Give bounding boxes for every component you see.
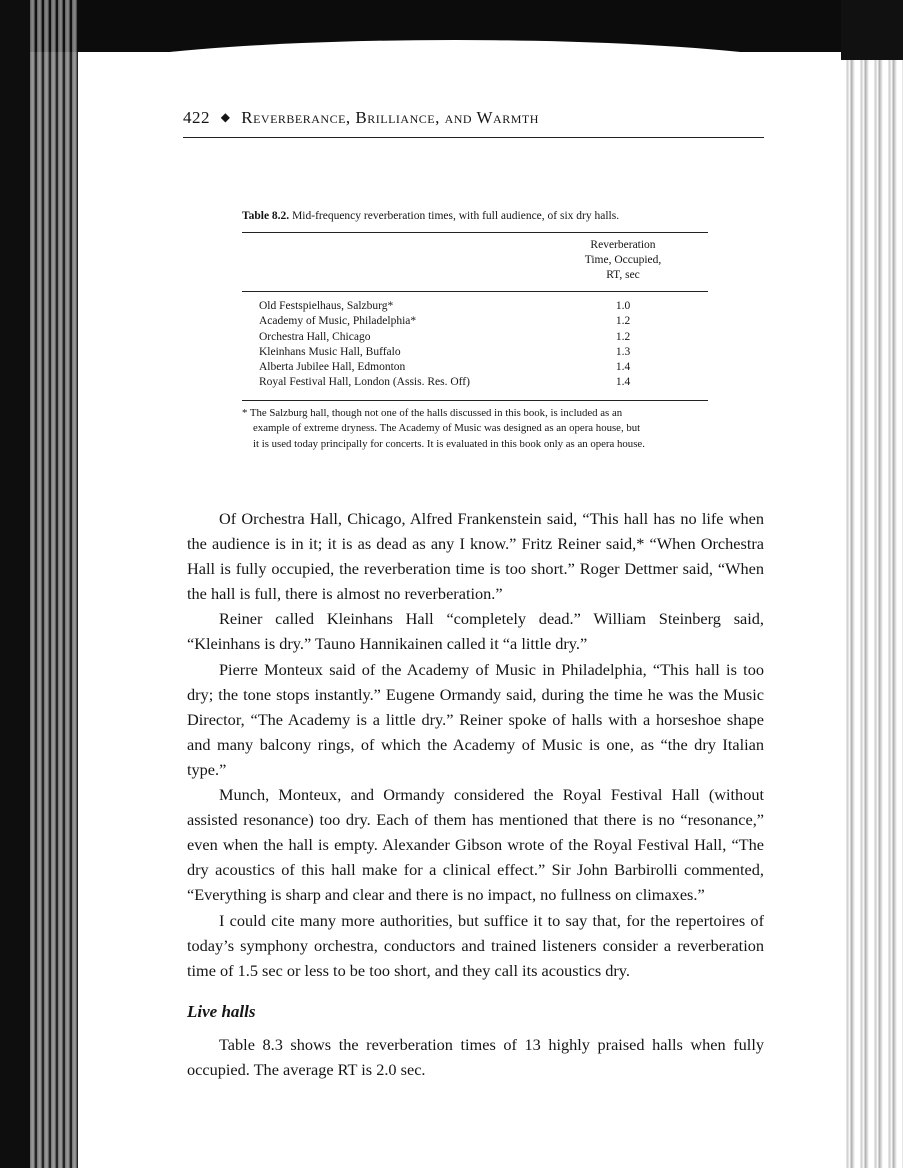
table-caption-label: Table 8.2. [242, 210, 290, 222]
body-paragraph: I could cite many more authorities, but suffice it to say that, for the repertoires of today’s symphony orchestra, conductors and trained listeners consider a reverberation time of 1.5 sec or less to be too short, and they call its acoustics dry. [187, 910, 764, 980]
header-rule [183, 137, 764, 138]
table-row [242, 330, 708, 345]
rt-value: 1.4 [615, 361, 631, 374]
hall-name: Academy of Music, Philadelphia* [259, 315, 417, 328]
footnote-line: it is used today principally for concerts. It is evaluated in this book only as an opera house. [253, 437, 645, 450]
body-text [187, 506, 764, 1082]
chapter-title: Reverberance, Brilliance, and Warmth [241, 108, 539, 127]
table-row [242, 375, 708, 390]
table-row [242, 345, 708, 360]
rt-value: 1.4 [615, 376, 631, 389]
table-body [242, 292, 708, 400]
footnote-line: * The Salzburg hall, though not one of the halls discussed in this book, is included as an [242, 406, 623, 419]
column-header-line: RT, sec [606, 269, 640, 281]
hall-name: Kleinhans Music Hall, Buffalo [259, 345, 401, 358]
rt-value: 1.3 [615, 345, 631, 358]
body-paragraph: Of Orchestra Hall, Chicago, Alfred Frankenstein said, “This hall has no life when the audience is in it; it is as dead as any I know.” Fritz Reiner said,* “When Orchestra Hall is fully occupied, the reverberation time is too short.” Roger Dettmer said, “When the hall is full, there is almost no reverberation.” [187, 509, 764, 604]
table-caption-text: Mid-frequency reverberation times, with full audience, of six dry halls. [292, 210, 620, 222]
body-paragraph: Munch, Monteux, and Ormandy considered the Royal Festival Hall (without assisted resonance) too dry. Each of them has mentioned that there is no “resonance,” even when the hall is empty. Alexander Gibson wrote of the Royal Festival Hall, “The dry acoustics of this hall make for a clinical effect.” Sir John Barbirolli commented, “Everything is sharp and clear and there is no impact, no fullness on climaxes.” [187, 785, 764, 905]
body-paragraph: Reiner called Kleinhans Hall “completely dead.” William Steinberg said, “Kleinhans is dry.” Tauno Hannikainen called it “a little dry.” [187, 609, 764, 654]
page-number: 422 [183, 108, 210, 127]
table-row [242, 360, 708, 375]
table-column-header [242, 233, 708, 291]
reverberation-table [242, 210, 708, 452]
table-caption [242, 210, 708, 222]
footnote-line: example of extreme dryness. The Academy of Music was designed as an opera house, but [253, 422, 641, 435]
scan-right-shadow [841, 0, 903, 60]
scan-left-shadow [0, 0, 30, 1168]
table-row [242, 299, 708, 314]
body-paragraph: Pierre Monteux said of the Academy of Music in Philadelphia, “This hall is too dry; the tone stops instantly.” Eugene Ormandy said, during the time he was the Music Director, “The Academy is a little dry.” Reiner spoke of halls with a horseshoe shape and many balcony rings, of which the Academy of Music is one, as “the dry Italian type.” [187, 659, 764, 779]
table-bottom-rule [242, 400, 708, 401]
scan-right-page-edges [841, 0, 903, 1168]
running-header [183, 108, 763, 128]
column-header-line: Time, Occupied, [584, 254, 662, 266]
body-paragraph: Table 8.3 shows the reverberation times of 13 highly praised halls when fully occupied. The average RT is 2.0 sec. [187, 1034, 764, 1079]
column-header-line: Reverberation [590, 239, 656, 251]
rt-value: 1.0 [615, 300, 631, 312]
rt-value: 1.2 [615, 315, 631, 328]
hall-name: Alberta Jubilee Hall, Edmonton [259, 361, 406, 374]
hall-name: Orchestra Hall, Chicago [259, 330, 371, 343]
table-row [242, 314, 708, 329]
table-footnote [242, 406, 708, 453]
section-subheading: Live halls [187, 1001, 256, 1021]
rt-value: 1.2 [615, 330, 631, 343]
hall-name: Old Festspielhaus, Salzburg* [259, 300, 394, 312]
diamond-separator-icon: ◆ [220, 110, 231, 124]
hall-name: Royal Festival Hall, London (Assis. Res. Off) [259, 376, 470, 389]
